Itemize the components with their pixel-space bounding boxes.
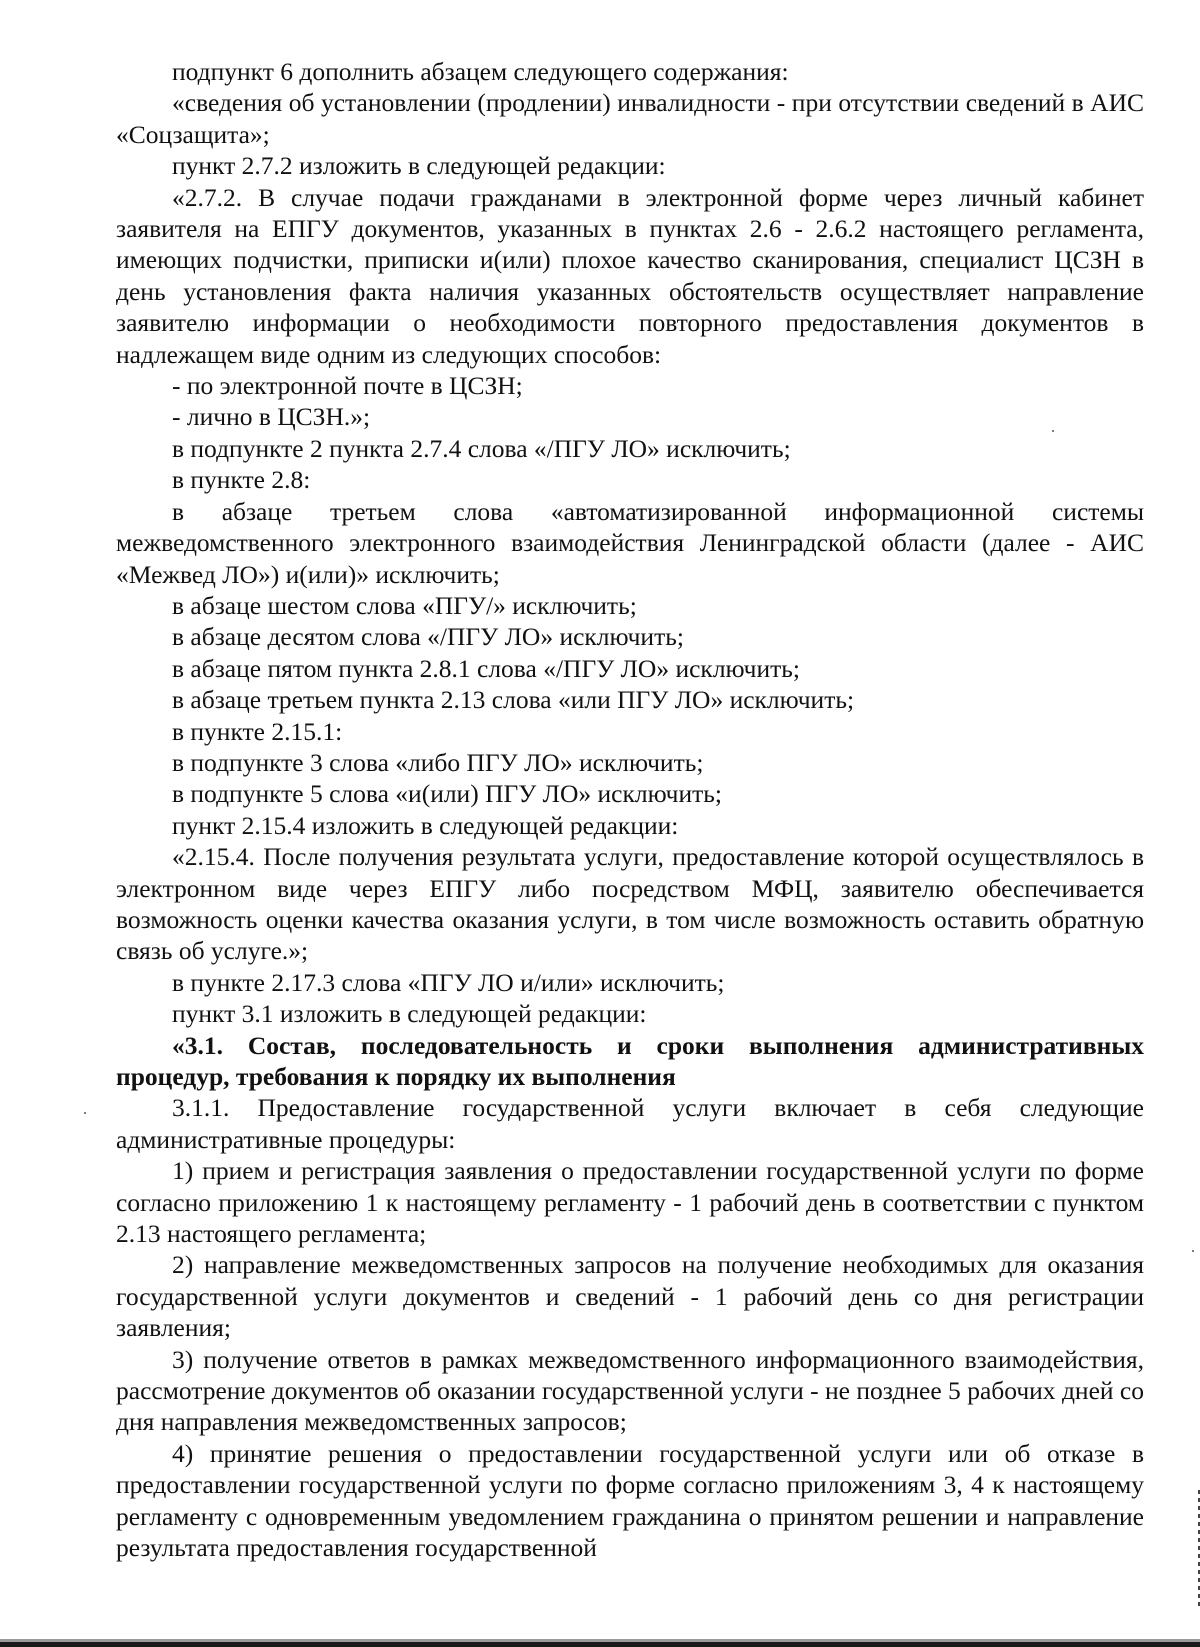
paragraph: в пункте 2.15.1: xyxy=(172,716,343,746)
paragraph: в абзаце третьем слова «автоматизированной информационной системы межведомственного электронного взаимодействия Ленинградской области (далее - АИС «Межвед ЛО») и(или)» исключить; xyxy=(116,496,1144,589)
scan-speck xyxy=(84,1112,86,1114)
paragraph: в пункте 2.8: xyxy=(172,465,311,495)
paragraph: «2.7.2. В случае подачи гражданами в электронной форме через личный кабинет заявителя на ЕПГУ документов, указанных в пунктах 2.6 - 2.6.2 настоящего регламента, имеющих подчистки, приписки и(или) плохое качество сканирования, специалист ЦСЗН в день установления факта наличия указанных обстоятельств осуществляет направление заявителю информации о необходимости повторного предоставления документов в надлежащем виде одним из следующих способов: xyxy=(116,182,1144,369)
paragraph: в абзаце десятом слова «/ПГУ ЛО» исключить; xyxy=(172,622,684,652)
paragraph: 3.1.1. Предоставление государственной услуги включает в себя следующие административные процедуры: xyxy=(116,1093,1144,1154)
paragraph: «2.15.4. После получения результата услуги, предоставление которой осуществлялось в электронном виде через ЕПГУ либо посредством МФЦ, заявителю обеспечивается возможность оценки качества оказания услуги, в том числе возможность оставить обратную связь об услуге.»; xyxy=(116,842,1144,966)
paragraph: в пункте 2.17.3 слова «ПГУ ЛО и/или» исключить; xyxy=(172,967,725,997)
paragraph: пункт 2.15.4 изложить в следующей редакции: xyxy=(172,810,679,840)
paragraph: в абзаце третьем пункта 2.13 слова «или ПГУ ЛО» исключить; xyxy=(172,685,855,715)
paragraph: 4) принятие решения о предоставлении государственной услуги или об отказе в предоставлении государственной услуги по форме согласно приложениям 3, 4 к настоящему регламенту с одновременным уведомлением гражданина о принятом решении и направление результата предоставления государственной xyxy=(116,1438,1144,1563)
paragraph: пункт 3.1 изложить в следующей редакции: xyxy=(172,999,647,1029)
paragraph: подпункт 6 дополнить абзацем следующего содержания: xyxy=(172,57,789,86)
document-body xyxy=(116,56,1144,1564)
paragraph: в абзаце шестом слова «ПГУ/» исключить; xyxy=(172,590,637,620)
paragraph: в подпункте 5 слова «и(или) ПГУ ЛО» исключить; xyxy=(172,779,722,809)
scan-bottom-edge xyxy=(0,1642,1200,1647)
paragraph: - по электронной почте в ЦСЗН; xyxy=(172,371,523,401)
paragraph: - лично в ЦСЗН.»; xyxy=(172,402,371,432)
paragraph: в подпункте 2 пункта 2.7.4 слова «/ПГУ ЛО» исключить; xyxy=(172,433,791,463)
section-heading: «3.1. Состав, последовательность и сроки выполнения административных процедур, требования к порядку их выполнения xyxy=(116,1030,1144,1091)
paragraph: «сведения об установлении (продлении) инвалидности - при отсутствии сведений в АИС «Соцзащита»; xyxy=(116,88,1144,149)
paragraph: 1) прием и регистрация заявления о предоставлении государственной услуги по форме согласно приложению 1 к настоящему регламенту - 1 рабочий день в соответствии с пунктом 2.13 настоящего регламента; xyxy=(116,1156,1144,1249)
paragraph: 3) получение ответов в рамках межведомственного информационного взаимодействия, рассмотрение документов об оказании государственной услуги - не позднее 5 рабочих дней со дня направления межведомственных запросов; xyxy=(116,1344,1144,1437)
scan-speck xyxy=(1052,430,1054,432)
scan-speck xyxy=(1192,1250,1194,1252)
paragraph: пункт 2.7.2 изложить в следующей редакции: xyxy=(172,151,666,181)
paragraph: 2) направление межведомственных запросов на получение необходимых для оказания государственной услуги документов и сведений - 1 рабочий день со дня регистрации заявления; xyxy=(116,1250,1144,1343)
paragraph: в абзаце пятом пункта 2.8.1 слова «/ПГУ ЛО» исключить; xyxy=(172,653,800,683)
paragraph: в подпункте 3 слова «либо ПГУ ЛО» исключить; xyxy=(172,747,704,777)
